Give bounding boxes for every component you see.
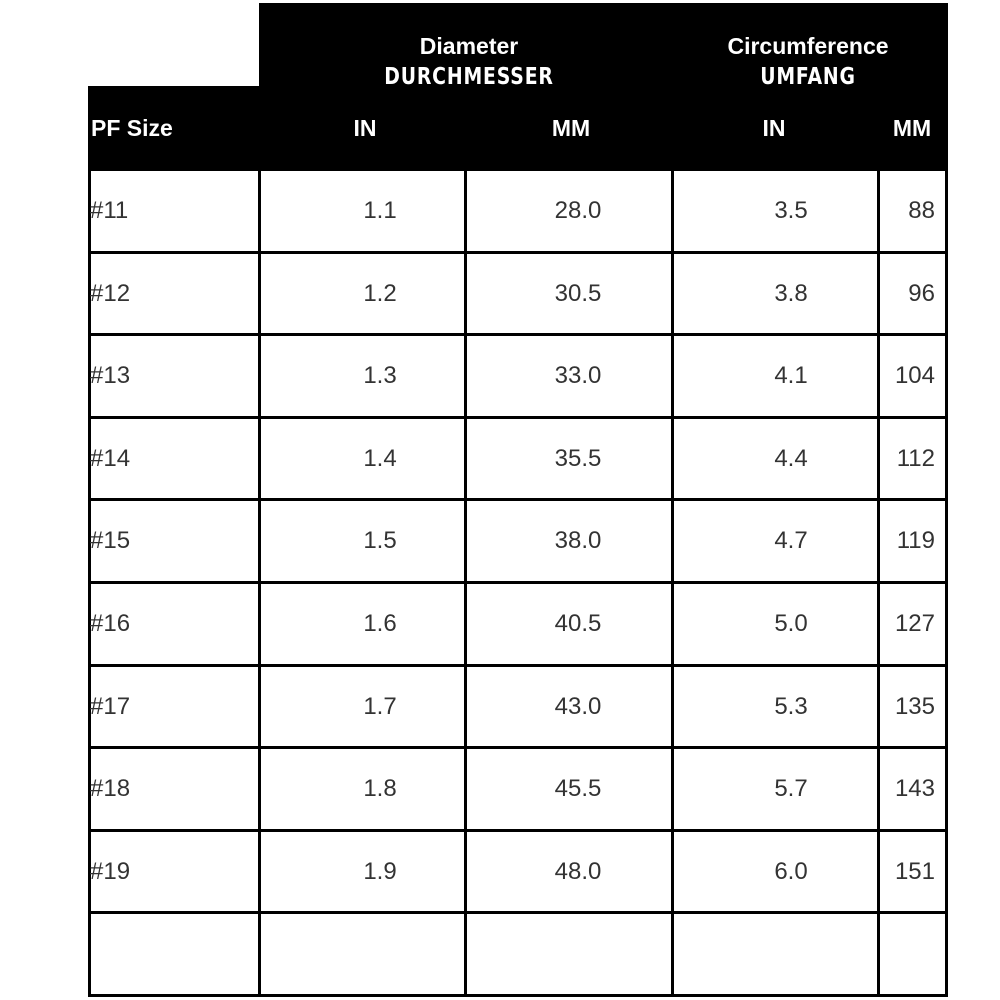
row-divider (88, 746, 948, 749)
cell-pf-size: #16 (90, 610, 131, 637)
row-divider (88, 251, 948, 254)
cell-circumference-in: 5.3 (774, 693, 808, 720)
cell-diameter-mm: 48.0 (554, 858, 602, 885)
cell-pf-size: #19 (90, 858, 131, 885)
cell-diameter-in: 1.6 (363, 610, 397, 637)
row-divider (88, 333, 948, 336)
diameter-heading: Diameter (419, 33, 519, 59)
cell-circumference-in: 3.8 (774, 280, 808, 307)
row-divider (88, 168, 948, 171)
column-header-circumference-in: IN (762, 115, 786, 141)
cell-pf-size: #11 (90, 197, 129, 224)
circumference-heading-german: UMFANG (760, 64, 856, 90)
cell-circumference-mm: 127 (894, 610, 935, 637)
row-divider (88, 581, 948, 584)
column-header-pf-size: PF Size (91, 115, 173, 141)
diameter-heading-german: DURCHMESSER (384, 64, 554, 90)
cell-circumference-in: 4.4 (774, 445, 808, 472)
row-divider (88, 911, 948, 914)
cell-diameter-mm: 30.5 (554, 280, 602, 307)
cell-circumference-in: 3.5 (774, 197, 808, 224)
cell-diameter-mm: 38.0 (554, 527, 602, 554)
cell-circumference-mm: 104 (894, 362, 935, 389)
cell-diameter-in: 1.9 (363, 858, 397, 885)
row-divider (88, 664, 948, 667)
cell-diameter-in: 1.3 (363, 362, 397, 389)
cell-circumference-mm: 135 (894, 693, 935, 720)
cell-diameter-mm: 28.0 (554, 197, 602, 224)
row-divider (88, 829, 948, 832)
cell-diameter-in: 1.2 (363, 280, 397, 307)
cell-circumference-mm: 119 (896, 527, 935, 554)
row-divider (88, 416, 948, 419)
cell-pf-size: #13 (90, 362, 131, 389)
cell-pf-size: #12 (90, 280, 131, 307)
cell-circumference-in: 5.0 (774, 610, 808, 637)
column-header-diameter-mm: MM (551, 115, 591, 141)
column-header-diameter-in: IN (353, 115, 377, 141)
cell-circumference-mm: 88 (908, 197, 935, 224)
cell-diameter-mm: 45.5 (554, 775, 602, 802)
cell-circumference-in: 4.1 (774, 362, 808, 389)
cell-pf-size: #14 (90, 445, 131, 472)
cell-diameter-mm: 33.0 (554, 362, 602, 389)
cell-circumference-mm: 151 (894, 858, 935, 885)
cell-diameter-mm: 35.5 (554, 445, 602, 472)
cell-diameter-in: 1.5 (363, 527, 397, 554)
cell-diameter-mm: 43.0 (554, 693, 602, 720)
cell-diameter-in: 1.7 (363, 693, 397, 720)
cell-circumference-mm: 96 (908, 280, 935, 307)
cell-circumference-in: 5.7 (774, 775, 808, 802)
cell-pf-size: #17 (90, 693, 131, 720)
circumference-heading: Circumference (727, 33, 889, 59)
header-band-bottom (88, 86, 948, 170)
cell-circumference-in: 4.7 (774, 527, 808, 554)
row-divider (88, 498, 948, 501)
cell-circumference-mm: 112 (896, 445, 935, 472)
column-header-circumference-mm: MM (892, 115, 932, 141)
cell-circumference-mm: 143 (894, 775, 935, 802)
cell-pf-size: #15 (90, 527, 131, 554)
cell-diameter-in: 1.1 (363, 197, 397, 224)
cell-diameter-in: 1.8 (363, 775, 397, 802)
row-divider (88, 994, 948, 997)
cell-pf-size: #18 (90, 775, 131, 802)
cell-diameter-mm: 40.5 (554, 610, 602, 637)
cell-diameter-in: 1.4 (363, 445, 397, 472)
cell-circumference-in: 6.0 (774, 858, 808, 885)
